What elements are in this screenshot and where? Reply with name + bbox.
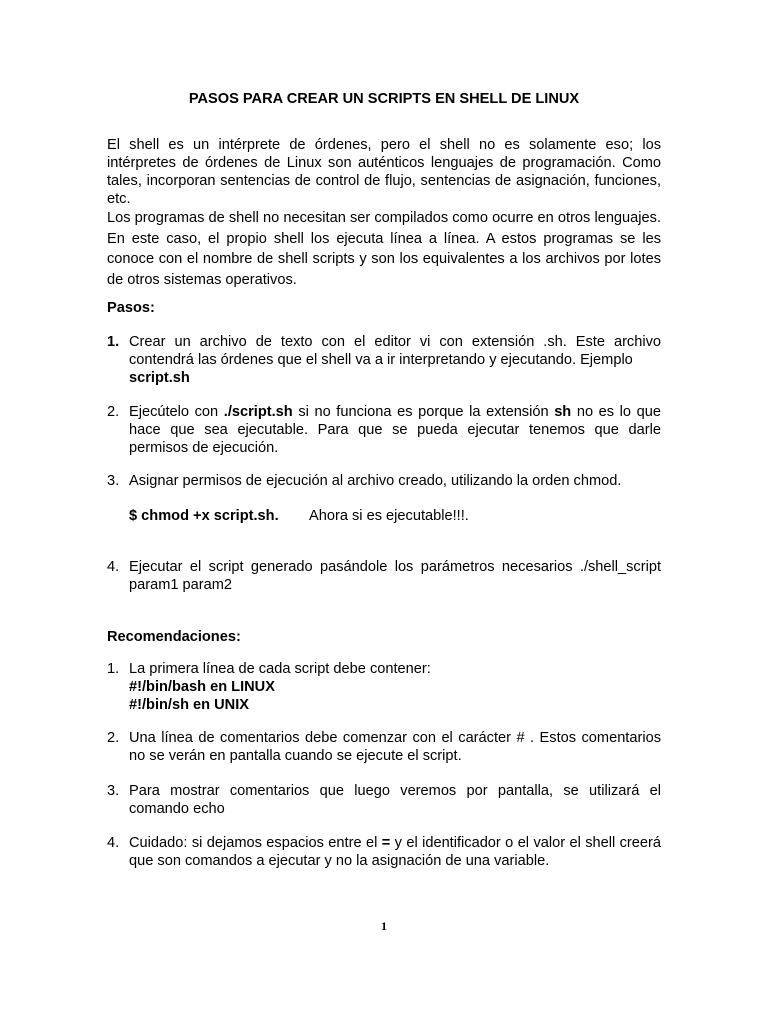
item-text-part: si no funciona es porque la extensión (292, 404, 555, 420)
recomendaciones-item-3 (107, 782, 661, 818)
item-number: 2. (107, 404, 120, 420)
item-text: Crear un archivo de texto con el editor vi con extensión .sh. Este archivo contendrá las órdenes que el shell va a ir interpretando y ejecutando. Ejemplo (129, 334, 661, 368)
item-text-part: Cuidado: si dejamos espacios entre el (129, 835, 382, 851)
intro-paragraph-1: El shell es un intérprete de órdenes, pero el shell no es solamente eso; los intérpretes de órdenes de Linux son auténticos lenguajes de programación. Como tales, incorporan sentencias de control de flujo, sentencias de asignación, funciones, etc. (107, 137, 661, 207)
item-bold-filename: script.sh (129, 370, 190, 386)
item-number: 4. (107, 559, 120, 575)
recomendaciones-item-2 (107, 729, 661, 765)
item-text: La primera línea de cada script debe contener: (129, 661, 431, 677)
pasos-heading: Pasos: (107, 300, 155, 316)
chmod-command: $ chmod +x script.sh. (129, 508, 279, 524)
shebang-unix: #!/bin/sh en UNIX (129, 697, 250, 713)
pasos-item-3 (107, 472, 661, 490)
item-body (129, 403, 661, 457)
item-number: 1. (107, 334, 120, 350)
item-body (129, 834, 661, 870)
intro-section (107, 136, 661, 290)
item-body: Para mostrar comentarios que luego veremos por pantalla, se utilizará el comando echo (129, 783, 661, 817)
item-number: 3. (107, 783, 120, 799)
chmod-note: Ahora si es ejecutable!!!. (309, 508, 469, 524)
page-number: 1 (381, 919, 387, 933)
item-body: Ejecutar el script generado pasándole los parámetros necesarios ./shell_script param1 param2 (129, 559, 661, 593)
item-body: Una línea de comentarios debe comenzar con el carácter # . Estos comentarios no se verán en pantalla cuando se ejecute el script. (129, 730, 661, 764)
item-body: Asignar permisos de ejecución al archivo creado, utilizando la orden chmod. (129, 473, 622, 489)
item-body (129, 333, 661, 387)
item-bold-command: ./script.sh (223, 404, 293, 420)
pasos-item-1 (107, 333, 661, 387)
item-bold-equals: = (381, 835, 391, 851)
chmod-command-line (129, 507, 661, 525)
recomendaciones-item-1 (107, 660, 661, 714)
item-number: 2. (107, 730, 120, 746)
intro-paragraph-2: Los programas de shell no necesitan ser compilados como ocurre en otros lenguajes. En este caso, el propio shell los ejecuta línea a línea. A estos programas se les conoce con el nombre de shell scripts y son los equivalentes a los archivos por lotes de otros sistemas operativos. (107, 210, 661, 288)
item-text-part: y el identificador o el valor el shell creerá que son comandos a ejecutar y no la asignación de una variable. (129, 835, 661, 869)
item-number: 4. (107, 835, 120, 851)
recomendaciones-heading: Recomendaciones: (107, 629, 241, 645)
shebang-linux: #!/bin/bash en LINUX (129, 679, 275, 695)
item-text-part: no es lo que hace que sea ejecutable. Para que se pueda ejecutar tenemos que darle permisos de ejecución. (129, 404, 661, 456)
document-title: PASOS PARA CREAR UN SCRIPTS EN SHELL DE LINUX (188, 91, 580, 107)
pasos-item-2 (107, 403, 661, 457)
item-text-part: Ejecútelo con (129, 404, 224, 420)
item-number: 1. (107, 661, 120, 677)
item-body (129, 660, 661, 714)
pasos-item-4 (107, 558, 661, 594)
item-bold-extension: sh (554, 404, 572, 420)
recomendaciones-item-4 (107, 834, 661, 870)
item-number: 3. (107, 473, 120, 489)
